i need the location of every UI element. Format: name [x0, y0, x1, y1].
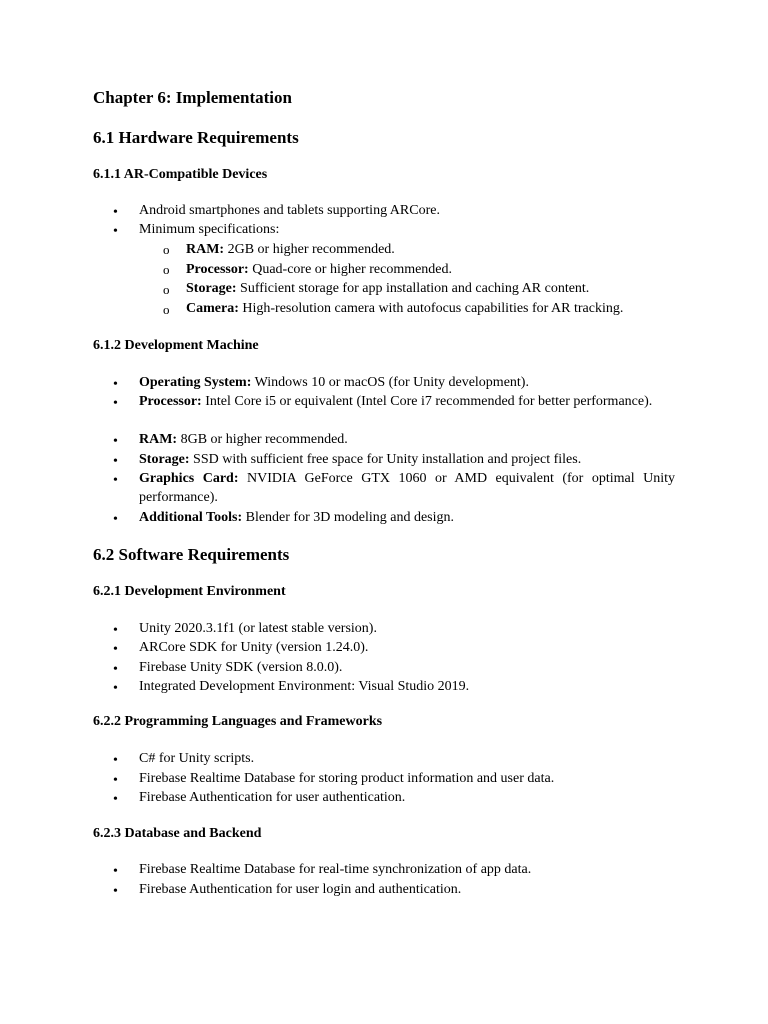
- sub-bullet-icon: o: [163, 302, 170, 317]
- item-text: Blender for 3D modeling and design.: [242, 510, 455, 525]
- bullet-icon: •: [113, 642, 118, 657]
- list-item: [139, 508, 454, 527]
- item-label: RAM:: [139, 432, 178, 447]
- item-text: NVIDIA GeForce GTX 1060 or AMD equivalent (for optimal Unity performance).: [139, 471, 676, 505]
- item-label: Processor:: [139, 394, 202, 409]
- section-6-1-title: 6.1 Hardware Requirements: [93, 128, 299, 147]
- bullet-icon: •: [113, 434, 118, 449]
- sub-bullet-icon: o: [163, 262, 170, 277]
- bullet-icon: •: [113, 884, 118, 899]
- item-label: Graphics Card:: [139, 471, 239, 486]
- list-item: C# for Unity scripts.: [139, 751, 255, 766]
- section-6-1-2-title: 6.1.2 Development Machine: [93, 338, 259, 353]
- bullet-icon: •: [113, 623, 118, 638]
- list-item: [139, 373, 529, 392]
- item-text: SSD with sufficient free space for Unity installation and project files.: [189, 452, 582, 467]
- item-text: Sufficient storage for app installation and caching AR content.: [236, 281, 590, 296]
- sub-list-item: [186, 240, 395, 259]
- item-text: 2GB or higher recommended.: [224, 242, 395, 257]
- sub-list-item: [186, 299, 623, 318]
- list-item: Firebase Authentication for user login and authentication.: [139, 882, 462, 897]
- bullet-icon: •: [113, 753, 118, 768]
- bullet-icon: •: [113, 205, 118, 220]
- list-item: [139, 392, 675, 411]
- bullet-icon: •: [113, 224, 118, 239]
- item-text: 8GB or higher recommended.: [177, 432, 348, 447]
- item-label: Storage:: [186, 281, 237, 296]
- item-text: Quad-core or higher recommended.: [248, 262, 453, 277]
- bullet-icon: •: [113, 473, 118, 488]
- item-label: Storage:: [139, 452, 190, 467]
- item-label: Operating System:: [139, 375, 252, 390]
- item-text: Intel Core i5 or equivalent (Intel Core i7 recommended for better performance).: [201, 394, 653, 409]
- bullet-icon: •: [113, 377, 118, 392]
- bullet-icon: •: [113, 864, 118, 879]
- sub-bullet-icon: o: [163, 282, 170, 297]
- list-item: [139, 469, 675, 507]
- section-6-2-1-title: 6.2.1 Development Environment: [93, 584, 286, 599]
- sub-list-item: [186, 260, 452, 279]
- section-6-2-title: 6.2 Software Requirements: [93, 545, 290, 564]
- item-label: Processor:: [186, 262, 249, 277]
- list-item: [139, 430, 348, 449]
- bullet-icon: •: [113, 454, 118, 469]
- item-label: Camera:: [186, 301, 239, 316]
- bullet-icon: •: [113, 773, 118, 788]
- list-item: Firebase Realtime Database for real-time synchronization of app data.: [139, 862, 532, 877]
- bullet-icon: •: [113, 396, 118, 411]
- list-item: Unity 2020.3.1f1 (or latest stable version).: [139, 621, 377, 636]
- item-text: Windows 10 or macOS (for Unity development).: [251, 375, 529, 390]
- bullet-icon: •: [113, 792, 118, 807]
- list-item: Firebase Unity SDK (version 8.0.0).: [139, 660, 343, 675]
- section-6-1-1-title: 6.1.1 AR-Compatible Devices: [93, 167, 268, 182]
- bullet-icon: •: [113, 512, 118, 527]
- bullet-icon: •: [113, 662, 118, 677]
- list-item: Minimum specifications:: [139, 222, 280, 237]
- list-item: [139, 450, 581, 469]
- chapter-title: Chapter 6: Implementation: [93, 88, 292, 107]
- item-text: High-resolution camera with autofocus capabilities for AR tracking.: [238, 301, 624, 316]
- section-6-2-2-title: 6.2.2 Programming Languages and Frameworks: [93, 714, 383, 729]
- sub-bullet-icon: o: [163, 242, 170, 257]
- sub-list-item: [186, 279, 589, 298]
- item-label: RAM:: [186, 242, 225, 257]
- item-label: Additional Tools:: [139, 510, 243, 525]
- list-item: Android smartphones and tablets supporting ARCore.: [139, 203, 440, 218]
- list-item: Integrated Development Environment: Visual Studio 2019.: [139, 679, 470, 694]
- list-item: ARCore SDK for Unity (version 1.24.0).: [139, 640, 369, 655]
- list-item: Firebase Authentication for user authentication.: [139, 790, 406, 805]
- bullet-icon: •: [113, 681, 118, 696]
- section-6-2-3-title: 6.2.3 Database and Backend: [93, 826, 262, 841]
- list-item: Firebase Realtime Database for storing product information and user data.: [139, 771, 555, 786]
